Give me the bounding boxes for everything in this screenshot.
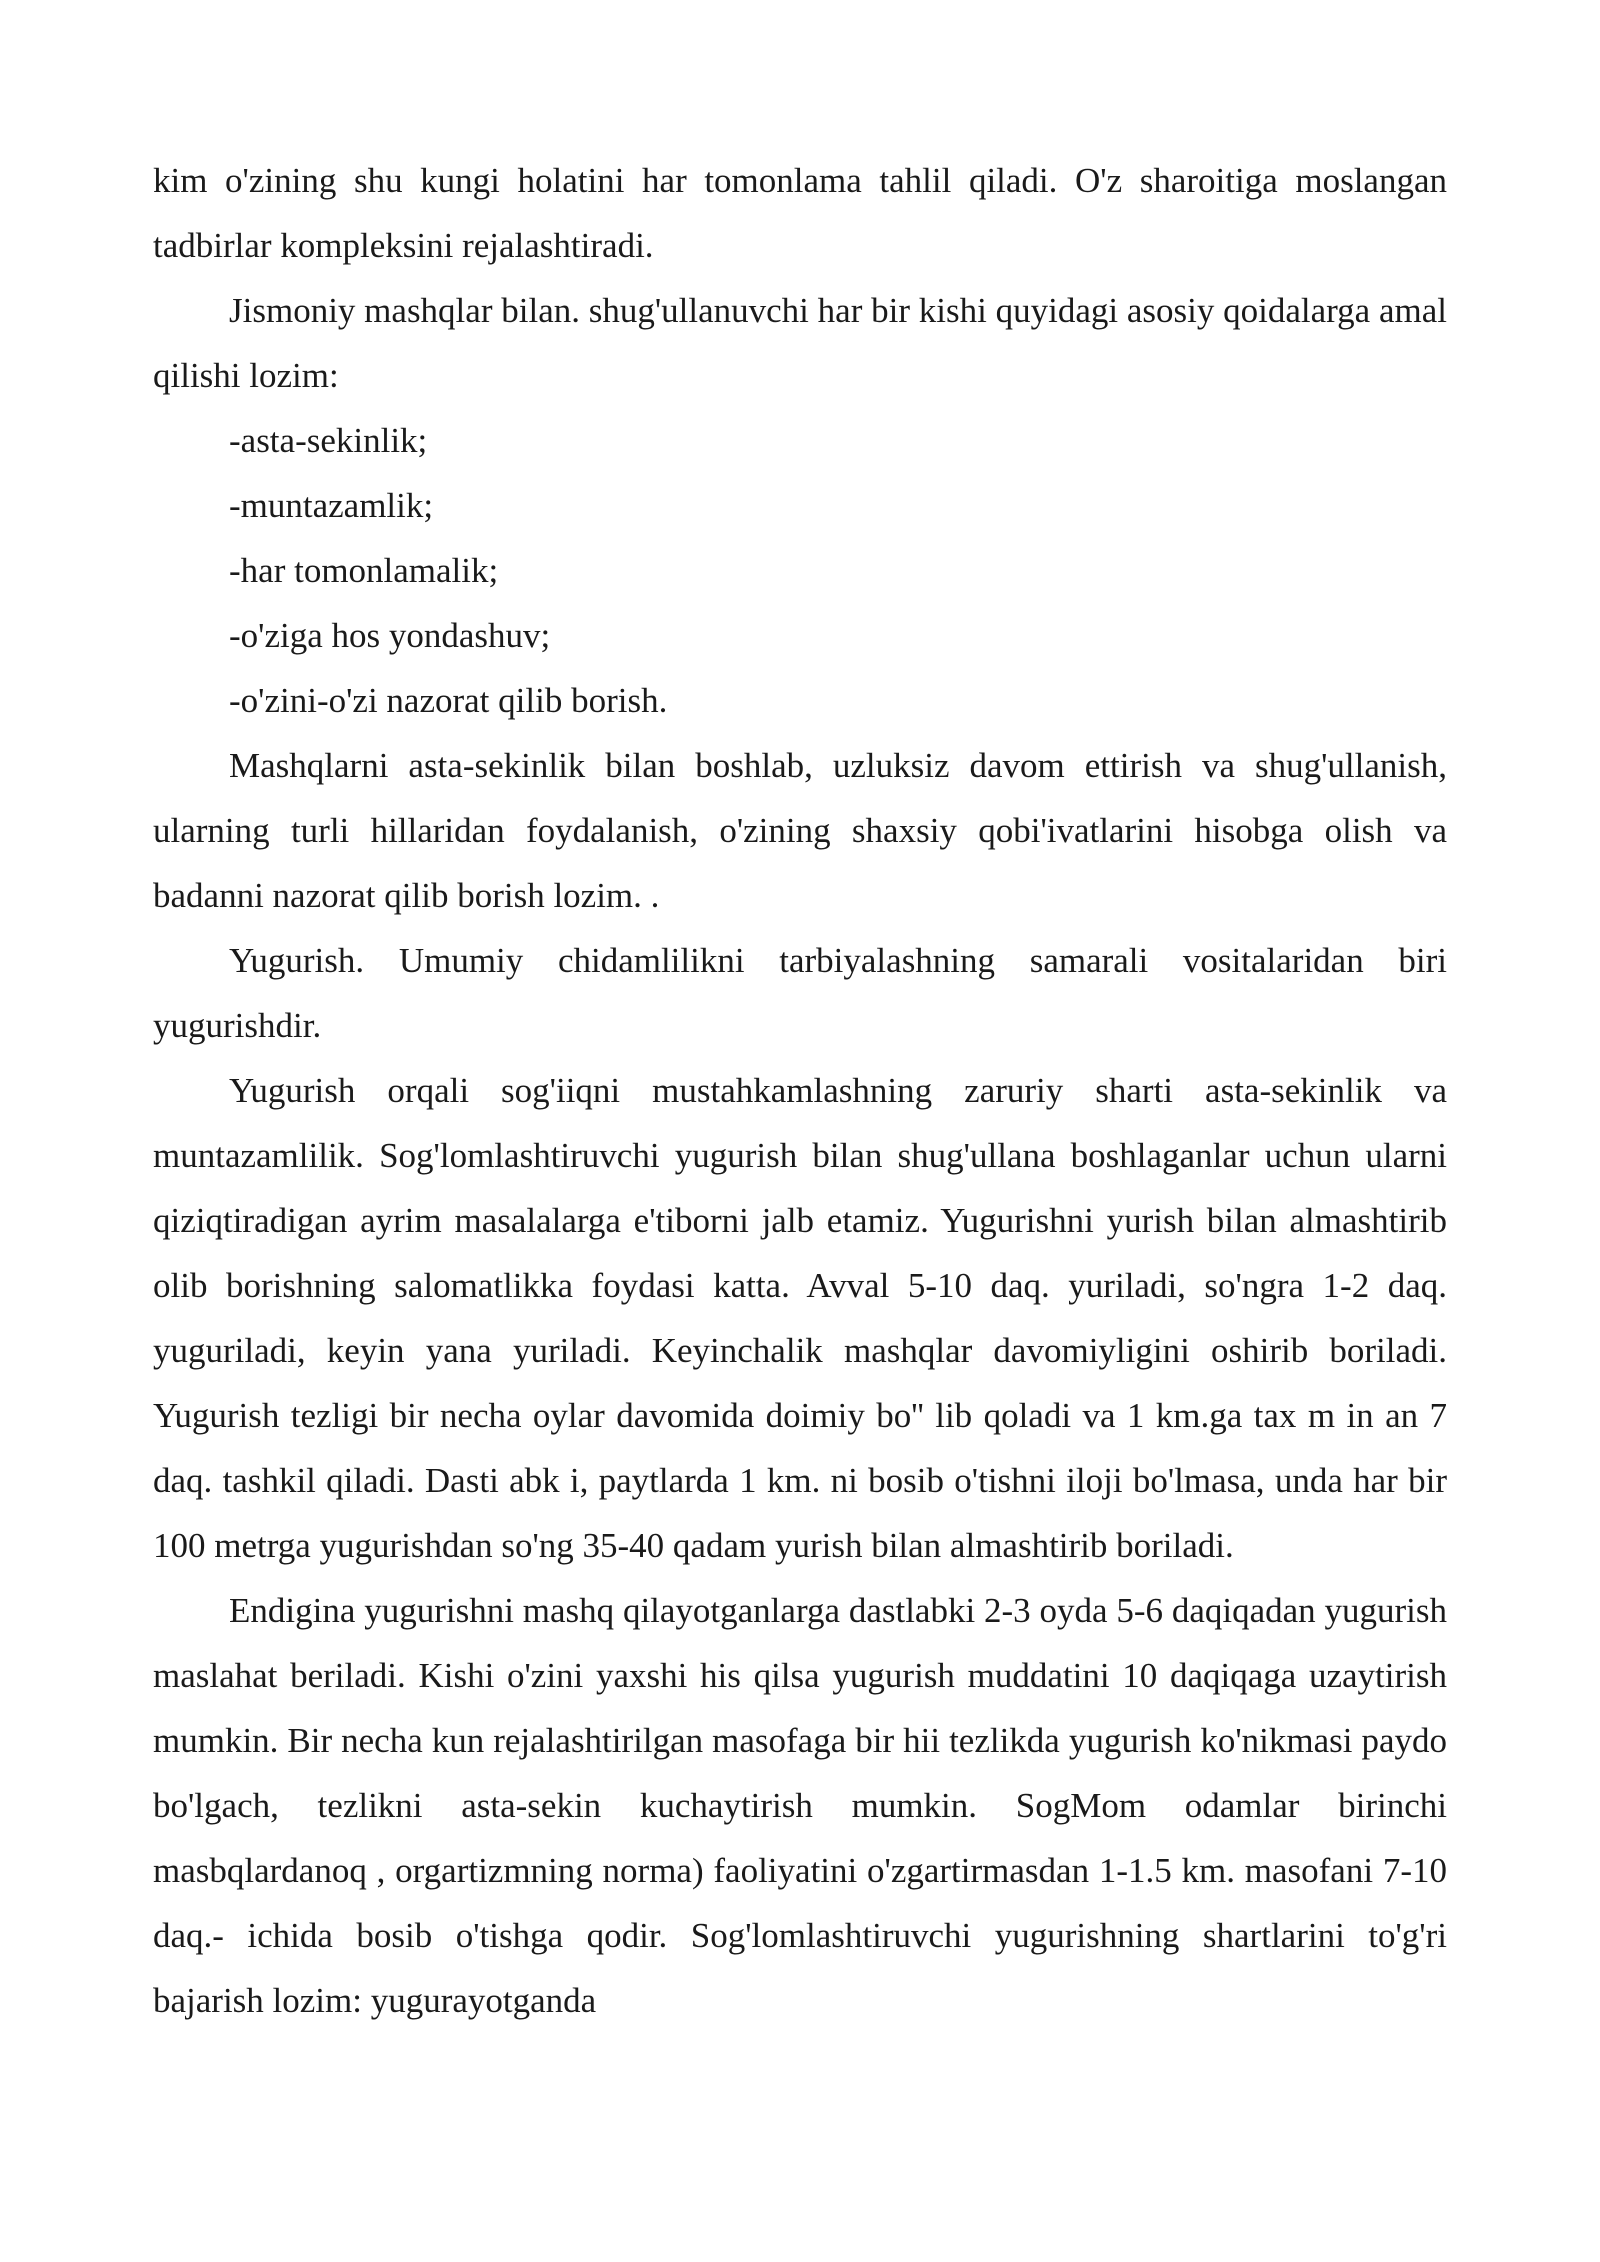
- paragraph-running-intro: Yugurish. Umumiy chidamlilikni tarbiyalashning samarali vositalaridan biri yugurishdir.: [153, 941, 1447, 1045]
- document-body: [153, 148, 1447, 2033]
- list-item-individual-approach: -o'ziga hos yondashuv;: [229, 616, 551, 655]
- list-item-gradualness: -asta-sekinlik;: [229, 421, 428, 460]
- list-item-regularity: -muntazamlik;: [229, 486, 434, 525]
- paragraph-rules-intro: Jismoniy mashqlar bilan. shug'ullanuvchi har bir kishi quyidagi asosiy qoidalarga amal qilishi lozim:: [153, 291, 1447, 395]
- paragraph-running-health: Yugurish orqali sog'iiqni mustahkamlashning zaruriy sharti asta-sekinlik va muntazamlilik. Sog'lomlashtiruvchi yugurish bilan shug'ullana boshlaganlar uchun ularni qiziqtiradigan ayrim masalalarga e'tiborni jalb etamiz. Yugurishni yurish bilan almashtirib olib borishning salomatlikka foydasi katta. Avval 5-10 daq. yuriladi, so'ngra 1-2 daq. yuguriladi, keyin yana yuriladi. Keyinchalik mashqlar davomiyligini oshirib boriladi. Yugurish tezligi bir necha oylar davomida doimiy bo'' lib qoladi va 1 km.ga tax m in an 7 daq. tashkil qiladi. Dasti abk i, paytlarda 1 km. ni bosib o'tishni iloji bo'lmasa, unda har bir 100 metrga yugurishdan so'ng 35-40 qadam yurish bilan almashtirib boriladi.: [153, 1071, 1447, 1565]
- paragraph-continuation: kim o'zining shu kungi holatini har tomonlama tahlil qiladi. O'z sharoitiga moslangan tadbirlar kompleksini rejalashtiradi.: [153, 161, 1447, 265]
- list-item-comprehensiveness: -har tomonlamalik;: [229, 551, 499, 590]
- paragraph-beginner-running: Endigina yugurishni mashq qilayotganlarga dastlabki 2-3 oyda 5-6 daqiqadan yugurish maslahat beriladi. Kishi o'zini yaxshi his qilsa yugurish muddatini 10 daqiqaga uzaytirish mumkin. Bir necha kun rejalashtirilgan masofaga bir hii tezlikda yugurish ko'nikmasi paydo bo'lgach, tezlikni asta-sekin kuchaytirish mumkin. SogMom odamlar birinchi masbqlardanoq , orgartizmning norma) faoliyatini o'zgartirmasdan 1-1.5 km. masofani 7-10 daq.- ichida bosib o'tishga qodir. Sog'lomlashtiruvchi yugurishning shartlarini to'g'ri bajarish lozim: yugurayotganda: [153, 1591, 1447, 2020]
- list-item-self-control: -o'zini-o'zi nazorat qilib borish.: [229, 681, 668, 720]
- paragraph-exercise-advice: Mashqlarni asta-sekinlik bilan boshlab, uzluksiz davom ettirish va shug'ullanish, ularning turli hillaridan foydalanish, o'zining shaxsiy qobi'ivatlarini hisobga olish va badanni nazorat qilib borish lozim. .: [153, 746, 1447, 915]
